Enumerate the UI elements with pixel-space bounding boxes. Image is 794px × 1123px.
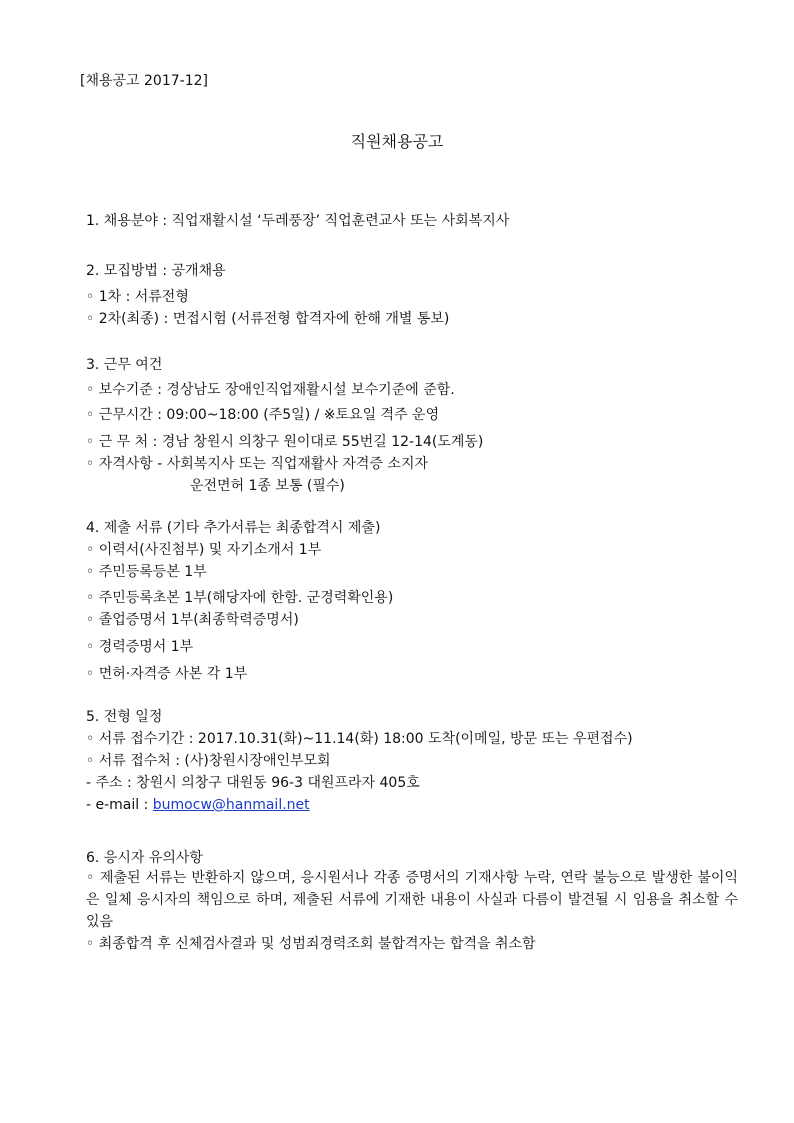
page-title: 직원채용공고: [350, 132, 444, 151]
section-6-heading: 6. 응시자 유의사항: [86, 850, 203, 866]
section-2-heading: 2. 모집방법 : 공개채용: [86, 263, 226, 279]
section-2-item: ◦ 2차(최종) : 면접시험 (서류전형 합격자에 한해 개별 통보): [86, 311, 450, 327]
section-6-item: ◦ 최종합격 후 신체검사결과 및 성범죄경력조회 불합격자는 합격을 취소함: [86, 936, 536, 952]
section-4-item: ◦ 이력서(사진첨부) 및 자기소개서 1부: [86, 542, 322, 558]
email-line: [86, 796, 310, 814]
section-3-item: ◦ 근 무 처 : 경남 창원시 의창구 원이대로 55번길 12-14(도계동): [86, 434, 484, 450]
section-5-item: ◦ 서류 접수처 : (사)창원시장애인부모회: [86, 753, 331, 769]
section-4-item: ◦ 주민등록등본 1부: [86, 564, 207, 580]
section-4-heading: 4. 제출 서류 (기타 추가서류는 최종합격시 제출): [86, 520, 381, 536]
section-3-item: ◦ 자격사항 - 사회복지사 또는 직업재활사 자격증 소지자: [86, 456, 428, 472]
section-5-item: - 주소 : 창원시 의창구 대원동 96-3 대원프라자 405호: [86, 775, 420, 791]
announcement-number: [채용공고 2017-12]: [80, 73, 208, 89]
email-link[interactable]: bumocw@hanmail.net: [152, 797, 310, 813]
section-5-heading: 5. 전형 일정: [86, 709, 163, 725]
section-4-item: ◦ 주민등록초본 1부(해당자에 한함. 군경력확인용): [86, 590, 394, 606]
section-4-item: ◦ 면허·자격증 사본 각 1부: [86, 666, 248, 682]
section-1-heading: 1. 채용분야 : 직업재활시설 ‘두레풍장’ 직업훈련교사 또는 사회복지사: [86, 213, 510, 229]
section-2-item: ◦ 1차 : 서류전형: [86, 289, 189, 305]
section-4-item: ◦ 졸업증명서 1부(최종학력증명서): [86, 612, 299, 628]
section-3-item: ◦ 근무시간 : 09:00~18:00 (주5일) / ※토요일 격주 운영: [86, 407, 440, 423]
section-5-item: ◦ 서류 접수기간 : 2017.10.31(화)~11.14(화) 18:00 도착(이메일, 방문 또는 우편접수): [86, 731, 633, 747]
section-3-item: ◦ 보수기준 : 경상남도 장애인직업재활시설 보수기준에 준함.: [86, 382, 455, 398]
section-3-item-continued: 운전면허 1종 보통 (필수): [190, 478, 345, 494]
email-prefix: - e-mail :: [86, 797, 153, 813]
section-6-paragraph: ◦ 제출된 서류는 반환하지 않으며, 응시원서나 각종 증명서의 기재사항 누락, 연락 불능으로 발생한 불이익은 일체 응시자의 책임으로 하며, 제출된 서류에 기재한 내용이 사실과 다름이 발견될 시 임용을 취소할 수 있음: [86, 870, 738, 930]
section-4-item: ◦ 경력증명서 1부: [86, 639, 194, 655]
section-3-heading: 3. 근무 여건: [86, 357, 163, 373]
